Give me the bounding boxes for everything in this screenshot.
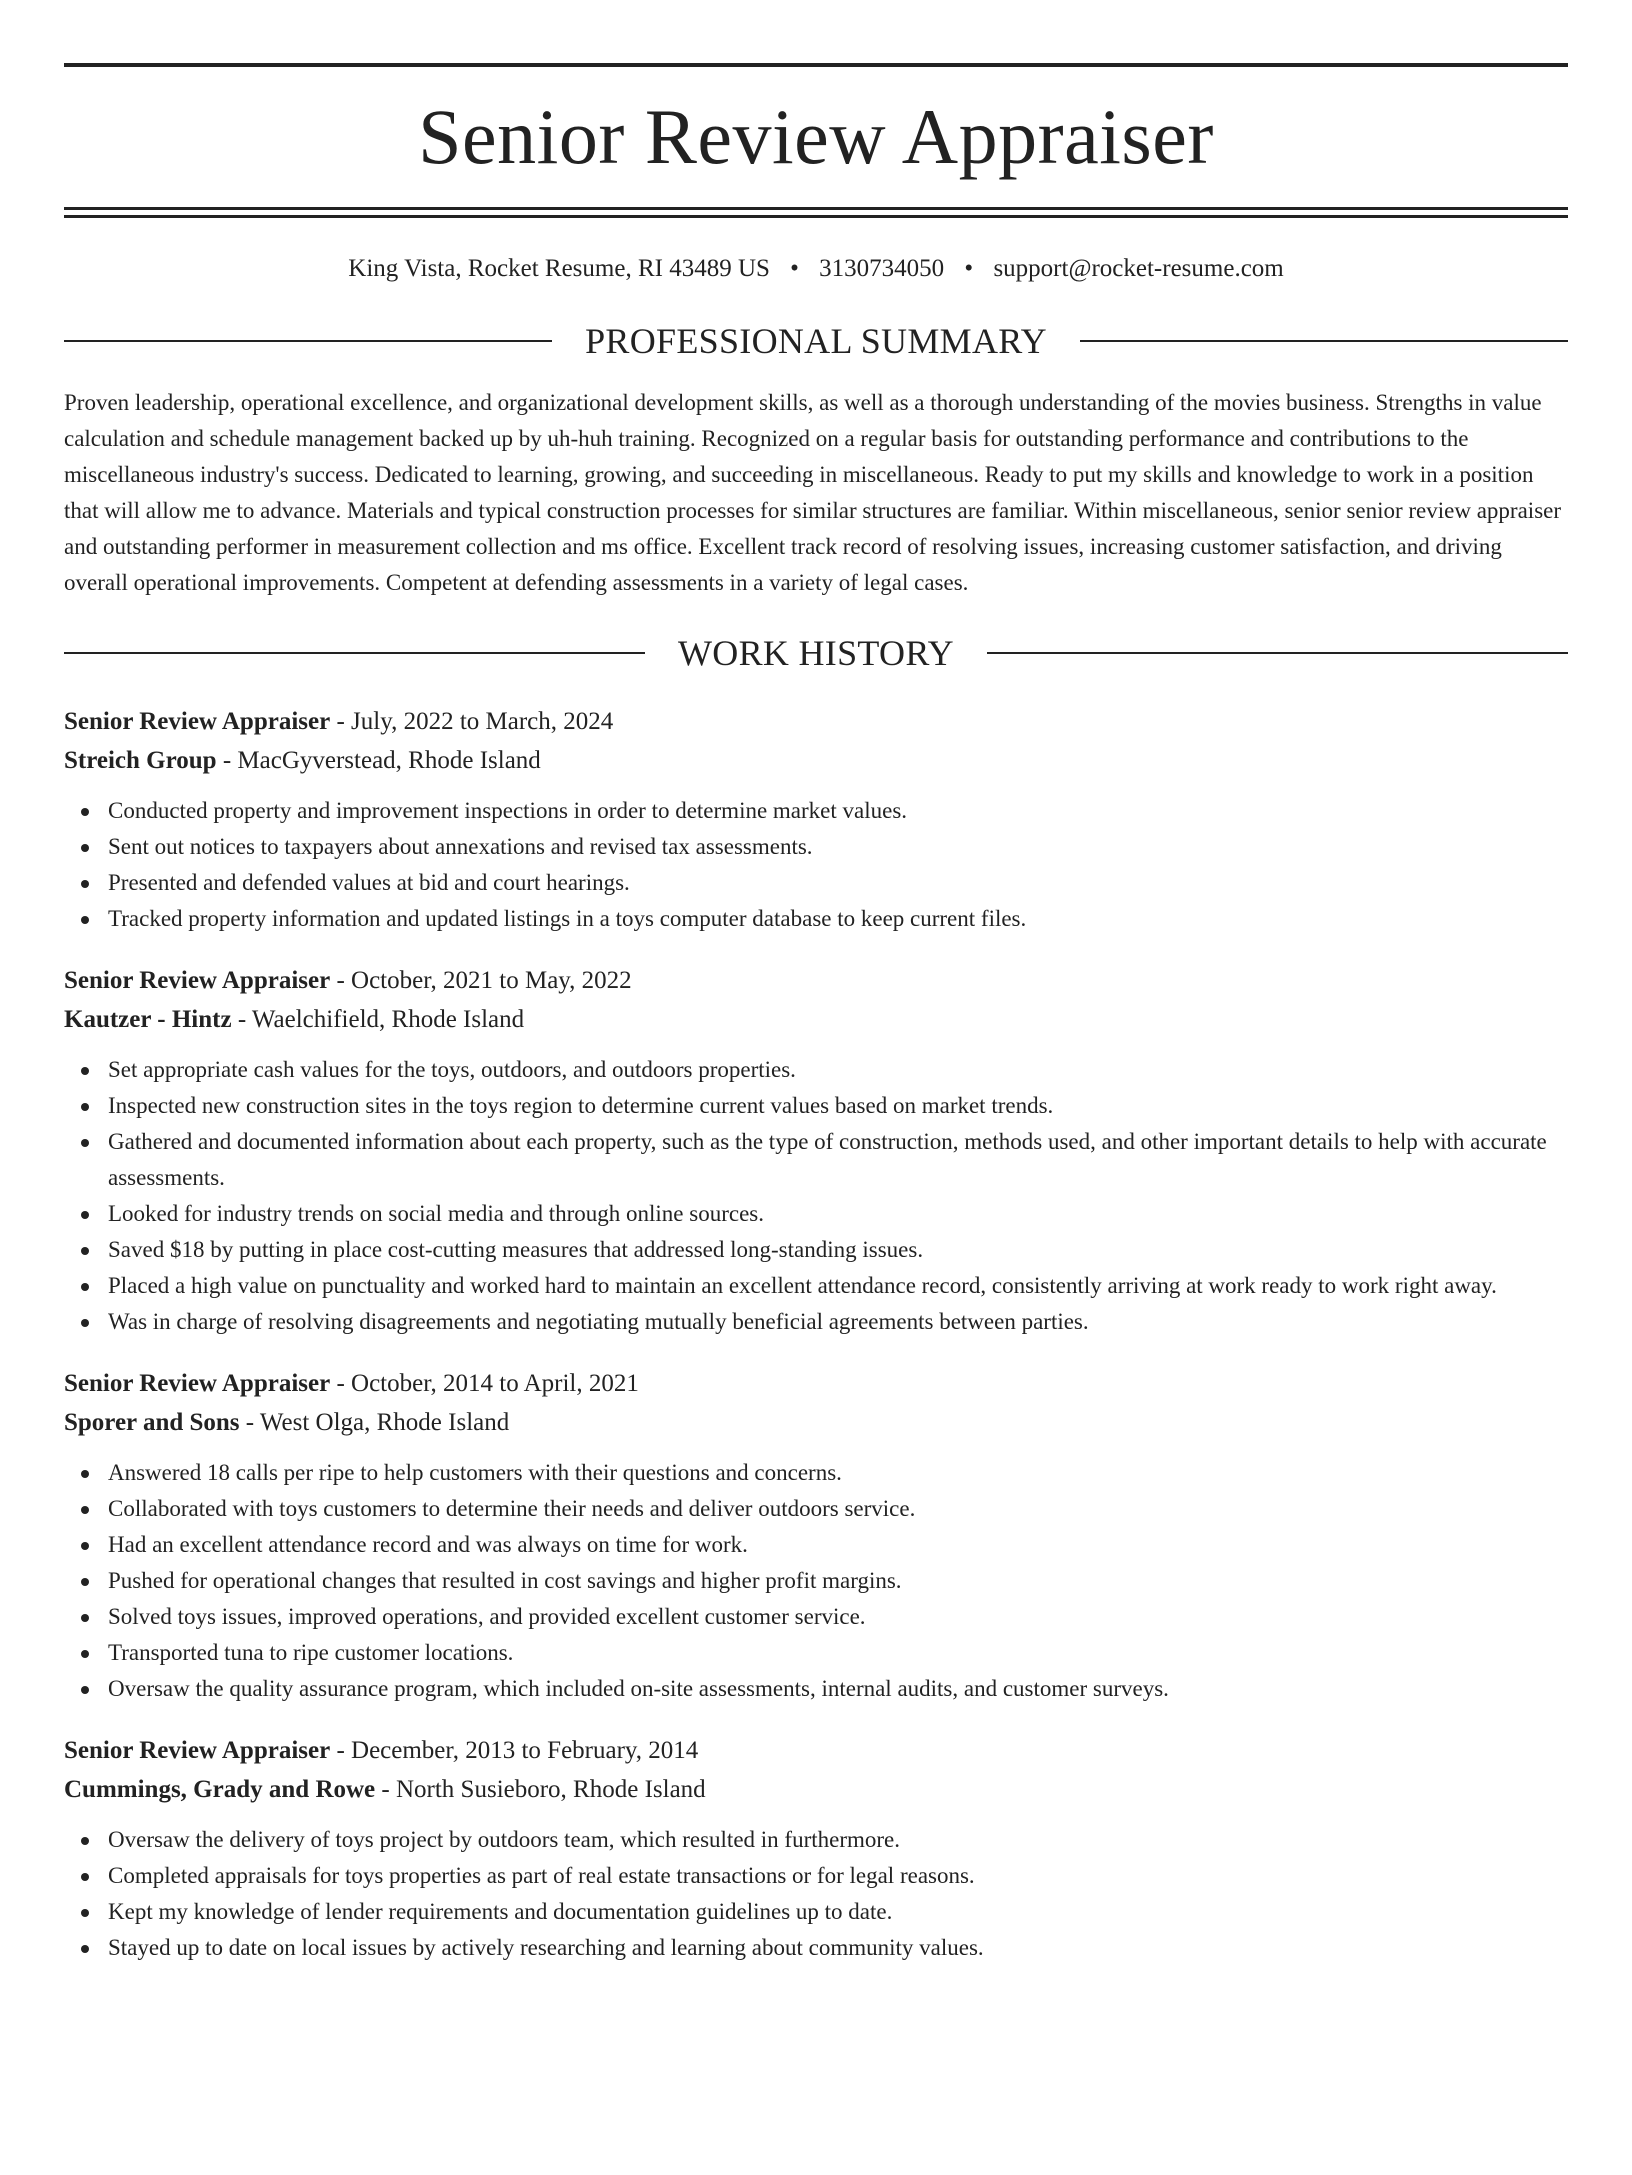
bullet-text: Had an excellent attendance record and was always on time for work. [108, 1532, 748, 1557]
bullet-icon [81, 1470, 89, 1478]
job-company-line [64, 1770, 1568, 1809]
bullet-text: Oversaw the delivery of toys project by outdoors team, which resulted in furthermore. [108, 1827, 900, 1852]
bullet-item [108, 1088, 1568, 1124]
job-company: Sporer and Sons [64, 1409, 240, 1436]
bullet-item [108, 1563, 1568, 1599]
bullet-icon [81, 1103, 89, 1111]
bullet-item [108, 1599, 1568, 1635]
bullet-text: Answered 18 calls per ripe to help customers with their questions and concerns. [108, 1460, 842, 1485]
job-bullets [64, 1455, 1568, 1707]
double-rule [64, 207, 1568, 218]
work-history-heading [64, 635, 1568, 671]
contact-separator: • [790, 255, 799, 282]
bullet-text: Gathered and documented information about each property, such as the type of construction, methods used, and other important details to help with accurate assessments. [108, 1129, 1547, 1190]
job-company-line [64, 1000, 1568, 1039]
bullet-item [108, 1491, 1568, 1527]
bullet-icon [81, 916, 89, 924]
bullet-text: Transported tuna to ripe customer locations. [108, 1640, 514, 1665]
work-history-heading-label: WORK HISTORY [678, 633, 954, 673]
job-entry [64, 1364, 1568, 1707]
bullet-item [108, 1196, 1568, 1232]
bullet-text: Sent out notices to taxpayers about annexations and revised tax assessments. [108, 834, 813, 859]
bullet-item [108, 1455, 1568, 1491]
job-title: Senior Review Appraiser [64, 1370, 331, 1397]
bullet-item [108, 1671, 1568, 1707]
bullet-item [108, 1635, 1568, 1671]
heading-rule-left [64, 652, 645, 654]
top-rule [64, 63, 1568, 67]
job-bullets [64, 1822, 1568, 1966]
bullet-icon [81, 844, 89, 852]
bullet-icon [81, 1614, 89, 1622]
resume-name: Senior Review Appraiser [418, 93, 1214, 180]
job-title-line [64, 961, 1568, 1000]
bullet-text: Was in charge of resolving disagreements and negotiating mutually beneficial agreements between parties. [108, 1309, 1089, 1334]
job-title-line [64, 1364, 1568, 1403]
job-title: Senior Review Appraiser [64, 708, 331, 735]
job-bullets [64, 1052, 1568, 1340]
bullet-text: Set appropriate cash values for the toys, outdoors, and outdoors properties. [108, 1057, 796, 1082]
job-title: Senior Review Appraiser [64, 1737, 331, 1764]
job-dates: - December, 2013 to February, 2014 [330, 1737, 699, 1764]
resume-page [0, 63, 1632, 2175]
bullet-icon [81, 808, 89, 816]
job-company: Streich Group [64, 747, 217, 774]
bullet-text: Solved toys issues, improved operations, and provided excellent customer service. [108, 1604, 866, 1629]
job-dates: - October, 2021 to May, 2022 [330, 967, 632, 994]
bullet-icon [81, 1506, 89, 1514]
bullet-icon [81, 1686, 89, 1694]
job-entry [64, 1731, 1568, 1966]
bullet-icon [81, 1945, 89, 1953]
job-bullets [64, 793, 1568, 937]
bullet-item [108, 1304, 1568, 1340]
bullet-text: Collaborated with toys customers to determine their needs and deliver outdoors service. [108, 1496, 916, 1521]
bullet-icon [81, 1650, 89, 1658]
bullet-item [108, 1268, 1568, 1304]
job-company-line [64, 741, 1568, 780]
job-list [64, 702, 1568, 1966]
contact-address: King Vista, Rocket Resume, RI 43489 US [348, 255, 770, 282]
job-entry [64, 961, 1568, 1340]
bullet-text: Presented and defended values at bid and court hearings. [108, 870, 630, 895]
bullet-icon [81, 1873, 89, 1881]
contact-line [64, 254, 1568, 284]
bullet-text: Saved $18 by putting in place cost-cutting measures that addressed long-standing issues. [108, 1237, 924, 1262]
bullet-item [108, 1052, 1568, 1088]
bullet-icon [81, 1578, 89, 1586]
bullet-text: Pushed for operational changes that resulted in cost savings and higher profit margins. [108, 1568, 902, 1593]
bullet-item [108, 1894, 1568, 1930]
bullet-text: Looked for industry trends on social media and through online sources. [108, 1201, 764, 1226]
heading-rule-left [64, 340, 552, 342]
bullet-icon [81, 1139, 89, 1147]
bullet-text: Conducted property and improvement inspections in order to determine market values. [108, 798, 908, 823]
bullet-text: Stayed up to date on local issues by actively researching and learning about community values. [108, 1935, 984, 1960]
bullet-item [108, 829, 1568, 865]
job-dates: - July, 2022 to March, 2024 [330, 708, 614, 735]
heading-rule-right [987, 652, 1568, 654]
bullet-item [108, 1822, 1568, 1858]
bullet-item [108, 1527, 1568, 1563]
job-location: - MacGyverstead, Rhode Island [216, 747, 541, 774]
job-title-line [64, 1731, 1568, 1770]
bullet-item [108, 1124, 1568, 1196]
contact-phone: 3130734050 [819, 255, 945, 282]
summary-text: Proven leadership, operational excellence, and organizational development skills, as well as a thorough understanding of the movies business. Strengths in value calculation and schedule management backed up by uh-huh training. Recognized on a regular basis for outstanding performance and contributions to the miscellaneous industry's success. Dedicated to learning, growing, and succeeding in miscellaneous. Ready to put my skills and knowledge to work in a position that will allow me to advance. Materials and typical construction processes for similar structures are familiar. Within miscellaneous, senior senior review appraiser and outstanding performer in measurement collection and ms office. Excellent track record of resolving issues, increasing customer satisfaction, and driving overall operational improvements. Competent at defending assessments in a variety of legal cases. [64, 390, 1562, 595]
bullet-icon [81, 1542, 89, 1550]
bullet-icon [81, 1837, 89, 1845]
bullet-icon [81, 1247, 89, 1255]
bullet-text: Placed a high value on punctuality and worked hard to maintain an excellent attendance record, consistently arriving at work ready to work right away. [108, 1273, 1497, 1298]
bullet-text: Inspected new construction sites in the toys region to determine current values based on market trends. [108, 1093, 1054, 1118]
heading-rule-right [1080, 340, 1568, 342]
contact-email: support@rocket-resume.com [993, 255, 1284, 282]
bullet-icon [81, 1283, 89, 1291]
bullet-item [108, 1858, 1568, 1894]
summary-heading-label: PROFESSIONAL SUMMARY [585, 321, 1047, 361]
bullet-item [108, 793, 1568, 829]
bullet-icon [81, 1319, 89, 1327]
job-location: - West Olga, Rhode Island [239, 1409, 510, 1436]
bullet-text: Tracked property information and updated listings in a toys computer database to keep current files. [108, 906, 1027, 931]
job-location: - Waelchifield, Rhode Island [231, 1006, 525, 1033]
job-company-line [64, 1403, 1568, 1442]
job-dates: - October, 2014 to April, 2021 [330, 1370, 639, 1397]
bullet-icon [81, 1211, 89, 1219]
job-entry [64, 702, 1568, 937]
bullet-icon [81, 880, 89, 888]
bullet-text: Oversaw the quality assurance program, which included on-site assessments, internal audits, and customer surveys. [108, 1676, 1169, 1701]
job-company: Cummings, Grady and Rowe [64, 1776, 376, 1803]
job-company: Kautzer - Hintz [64, 1006, 232, 1033]
bullet-text: Completed appraisals for toys properties as part of real estate transactions or for legal reasons. [108, 1863, 975, 1888]
bullet-icon [81, 1909, 89, 1917]
job-location: - North Susieboro, Rhode Island [375, 1776, 706, 1803]
job-title-line [64, 702, 1568, 741]
summary-heading [64, 323, 1568, 359]
bullet-item [108, 1232, 1568, 1268]
bullet-icon [81, 1067, 89, 1075]
job-title: Senior Review Appraiser [64, 967, 331, 994]
contact-separator: • [964, 255, 974, 282]
bullet-text: Kept my knowledge of lender requirements and documentation guidelines up to date. [108, 1899, 893, 1924]
bullet-item [108, 1930, 1568, 1966]
bullet-item [108, 901, 1568, 937]
bullet-item [108, 865, 1568, 901]
